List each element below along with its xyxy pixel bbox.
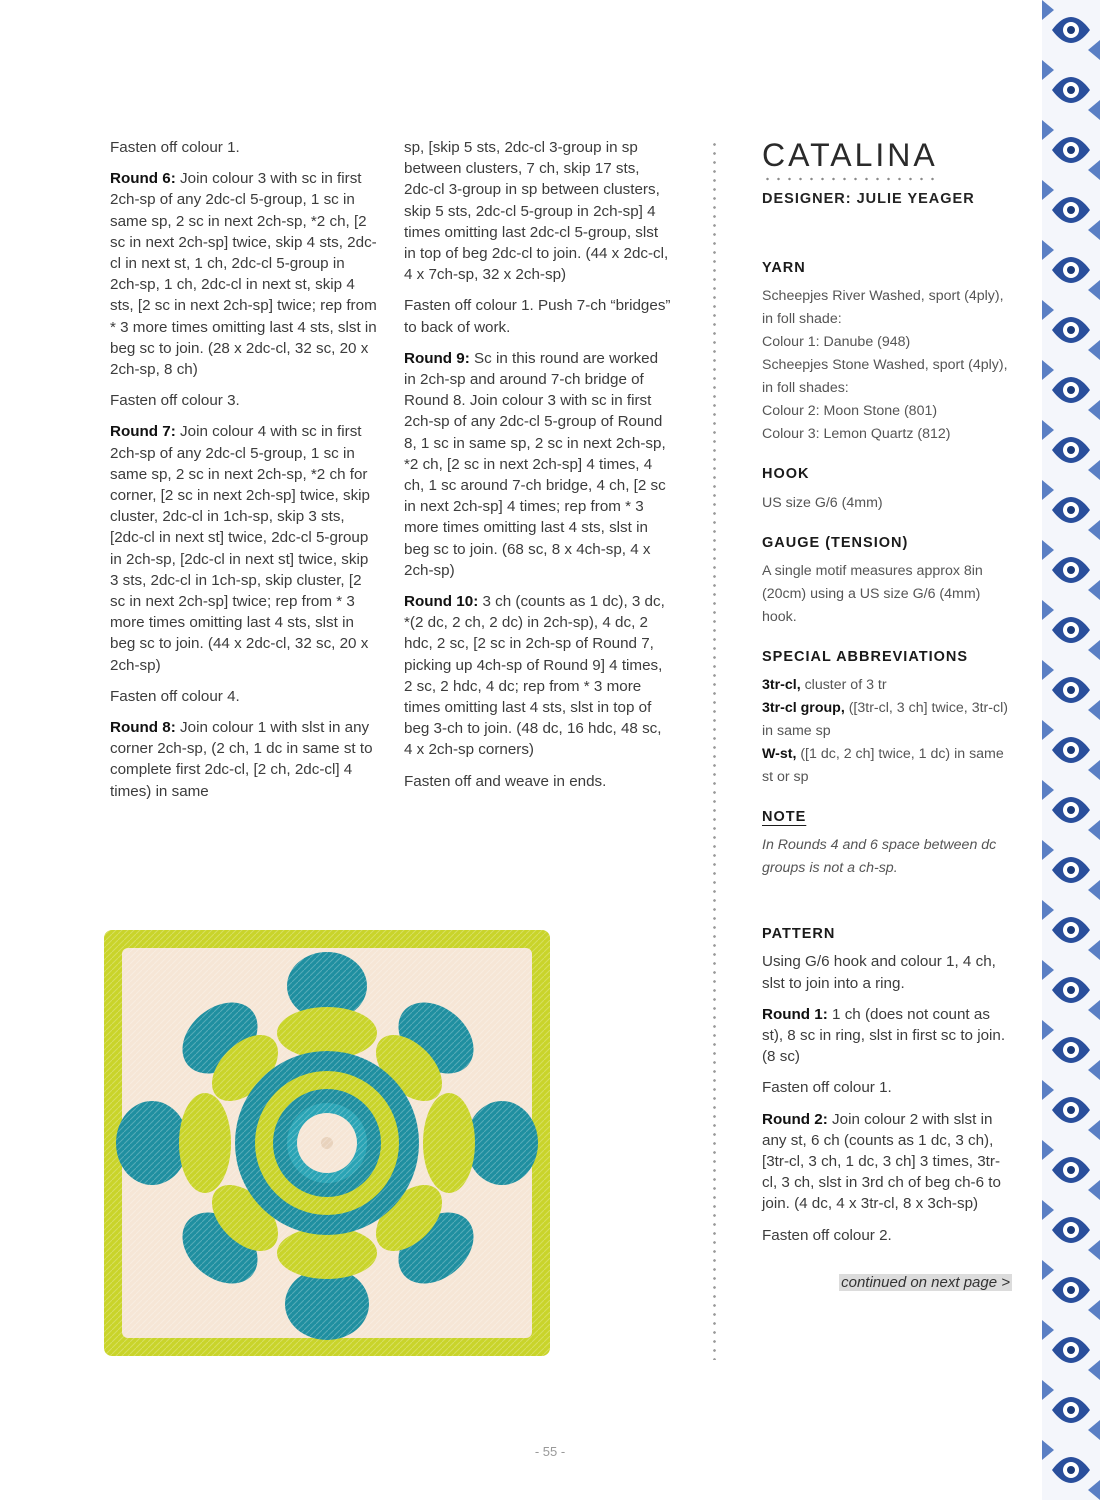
yarn-list bbox=[762, 285, 1012, 446]
hook-text: US size G/6 (4mm) bbox=[762, 494, 883, 511]
note-heading: NOTE bbox=[762, 809, 807, 826]
abbreviation-item bbox=[762, 674, 1012, 697]
round-10-paragraph bbox=[404, 591, 672, 761]
yarn-texture bbox=[104, 930, 550, 1356]
yarn-heading: YARN bbox=[762, 260, 806, 277]
decorative-tile-border bbox=[1042, 0, 1100, 1500]
round-7-paragraph bbox=[110, 421, 378, 675]
hook-heading: HOOK bbox=[762, 466, 810, 483]
abbreviation-term: W-st, bbox=[762, 746, 797, 763]
abbreviation-definition: cluster of 3 tr bbox=[800, 677, 887, 694]
round-text: 1 ch (does not count as st), 8 sc in ring, slst in first sc to join. (8 sc) bbox=[762, 1005, 1006, 1066]
fasten-off-text: Fasten off colour 4. bbox=[110, 687, 240, 705]
fasten-off-text: Fasten off colour 2. bbox=[762, 1226, 892, 1244]
round-label: Round 8: bbox=[110, 719, 176, 737]
round-label: Round 2: bbox=[762, 1110, 828, 1128]
fasten-off-text: Fasten off colour 1. Push 7-ch “bridges” to back of work. bbox=[404, 297, 671, 336]
round-text: Sc in this round are worked in 2ch-sp and around 7-ch bridge of Round 8. Join colour 3 with sc in first 2ch-sp of any 2dc-cl 5-group of Round 8, 1 sc in same sp, 2 sc in next 2ch-sp, *2 ch, [2 sc in next 2ch-sp] 4 times, 4 ch, 1 sc around 7-ch bridge, 4 ch, [2 sc in next 2ch-sp] 4 times; rep from * 3 more times omitting last 4 sts, slst in beg sc to join. (68 sc, 8 x 4ch-sp, 4 x 2ch-sp) bbox=[404, 349, 666, 579]
round-text: Join colour 2 with slst in any st, 6 ch (counts as 1 dc, 3 ch), [3tr-cl, 3 ch, 1 dc, 3 ch] 3 times, 3tr-cl, 3 ch, slst in 3rd ch of beg ch-6 to join. (4 dc, 4 x 3tr-cl, 8 x 3ch-sp) bbox=[762, 1110, 1001, 1213]
page-number: - 55 - bbox=[534, 1444, 566, 1459]
pattern-section bbox=[762, 924, 1012, 1293]
note-text: In Rounds 4 and 6 space between dc groups is not a ch-sp. bbox=[762, 837, 997, 877]
round-text: Join colour 4 with sc in first 2ch-sp of any 2dc-cl 5-group, 1 sc in same sp, 2 sc in next 2ch-sp, *2 ch for corner, [2 sc in next 2ch-sp] twice, skip cluster, 2dc-cl in 1ch-sp, skip 3 sts, [2dc-cl in next st] twice, 2dc-cl 5-group in 2ch-sp, [2dc-cl in next st] twice, skip 3 sts, 2dc-cl in 1ch-sp, skip cluster, [2 sc in next 2ch-sp] twice; rep from * 3 more times omitting last 4 sts, slst in beg sc to join. (44 x 2dc-cl, 32 sc, 20 x 2ch-sp) bbox=[110, 423, 370, 674]
pattern-intro: Using G/6 hook and colour 1, 4 ch, slst to join into a ring. bbox=[762, 953, 996, 992]
gauge-heading: GAUGE (TENSION) bbox=[762, 534, 909, 551]
round-2-paragraph bbox=[762, 1109, 1012, 1215]
abbreviation-definition: ([1 dc, 2 ch] twice, 1 dc) in same st or sp bbox=[762, 746, 1004, 786]
round-8-continued: sp, [skip 5 sts, 2dc-cl 3-group in sp between clusters, 7 ch, skip 17 sts, 2dc-cl 3-group in sp between clusters, skip 5 sts, 2dc-cl 5-group in 2ch-sp] 4 times omitting last 2dc-cl 5-group, slst in top of beg 2dc-cl to join. (44 x 2dc-cl, 4 x 7ch-sp, 32 x 2ch-sp) bbox=[404, 139, 669, 284]
instructions-column-2 bbox=[404, 137, 672, 802]
fasten-off-text: Fasten off colour 1. bbox=[762, 1079, 892, 1097]
abbreviation-item bbox=[762, 697, 1012, 743]
title-dotted-rule bbox=[762, 177, 938, 181]
abbreviations-heading: SPECIAL ABBREVIATIONS bbox=[762, 648, 969, 665]
yarn-line: Colour 1: Danube (948) bbox=[762, 334, 911, 351]
round-6-paragraph bbox=[110, 168, 378, 380]
continued-link[interactable] bbox=[762, 1272, 1012, 1293]
round-text: Join colour 3 with sc in first 2ch-sp of any 2dc-cl 5-group, 1 sc in same sp, 2 sc in next 2ch-sp, *2 ch, [2 sc in next 2ch-sp] twice, skip 4 sts, 2dc-cl in next st, 1 ch, 2dc-cl 5-group in 2ch-sp, 1 ch, 2dc-cl in next st, skip 4 sts, [2 sc in next 2ch-sp] twice; rep from * 3 more times omitting last 4 sts, slst in beg sc to join. (28 x 2dc-cl, 32 sc, 20 x 2ch-sp, 8 ch) bbox=[110, 170, 377, 379]
pattern-heading: PATTERN bbox=[762, 926, 836, 943]
continued-label: continued on next page > bbox=[841, 1273, 1010, 1291]
abbreviation-term: 3tr-cl group, bbox=[762, 700, 845, 717]
abbreviation-item bbox=[762, 743, 1012, 789]
round-text: 3 ch (counts as 1 dc), 3 dc, *(2 dc, 2 ch, 2 dc) in 2ch-sp), 4 dc, 2 hdc, 2 sc, [2 sc in 2ch-sp of Round 7, picking up 4ch-sp of Round 9] 4 times, 2 sc, 2 hdc, 4 dc; rep from * 3 more times omitting last 4 sts, slst in top of beg 3-ch to join. (48 dc, 16 hdc, 48 sc, 4 x 2ch-sp corners) bbox=[404, 593, 665, 759]
abbreviation-definition: ([3tr-cl, 3 ch] twice, 3tr-cl) in same sp bbox=[762, 700, 1008, 740]
yarn-line: Colour 3: Lemon Quartz (812) bbox=[762, 426, 951, 443]
round-label: Round 9: bbox=[404, 349, 470, 367]
sidebar-column bbox=[762, 137, 1012, 1293]
fasten-off-text: Fasten off colour 3. bbox=[110, 392, 240, 410]
dotted-column-divider bbox=[713, 140, 716, 1360]
abbreviations-list bbox=[762, 674, 1012, 789]
round-9-paragraph bbox=[404, 348, 672, 581]
yarn-line: Scheepjes River Washed, sport (4ply), in foll shade: bbox=[762, 288, 1004, 328]
abbreviation-term: 3tr-cl, bbox=[762, 677, 801, 694]
round-label: Round 1: bbox=[762, 1005, 828, 1023]
round-label: Round 6: bbox=[110, 170, 176, 188]
round-1-paragraph bbox=[762, 1004, 1012, 1068]
round-label: Round 10: bbox=[404, 593, 479, 611]
yarn-line: Scheepjes Stone Washed, sport (4ply), in foll shades: bbox=[762, 357, 1008, 397]
designer-credit: DESIGNER: JULIE YEAGER bbox=[762, 191, 975, 207]
round-label: Round 7: bbox=[110, 423, 176, 441]
finish-text: Fasten off and weave in ends. bbox=[404, 772, 607, 790]
round-8-paragraph bbox=[110, 717, 378, 802]
yarn-line: Colour 2: Moon Stone (801) bbox=[762, 403, 938, 420]
instructions-column-1 bbox=[110, 137, 378, 812]
gauge-text: A single motif measures approx 8in (20cm) using a US size G/6 (4mm) hook. bbox=[762, 562, 983, 625]
fasten-off-text: Fasten off colour 1. bbox=[110, 139, 240, 156]
round-text: Join colour 1 with slst in any corner 2ch-sp, (2 ch, 1 dc in same st to complete first 2dc-cl, [2 ch, 2dc-cl] 4 times) in same bbox=[110, 719, 373, 800]
pattern-title: CATALINA bbox=[762, 137, 938, 173]
crochet-motif-photo bbox=[100, 928, 554, 1360]
